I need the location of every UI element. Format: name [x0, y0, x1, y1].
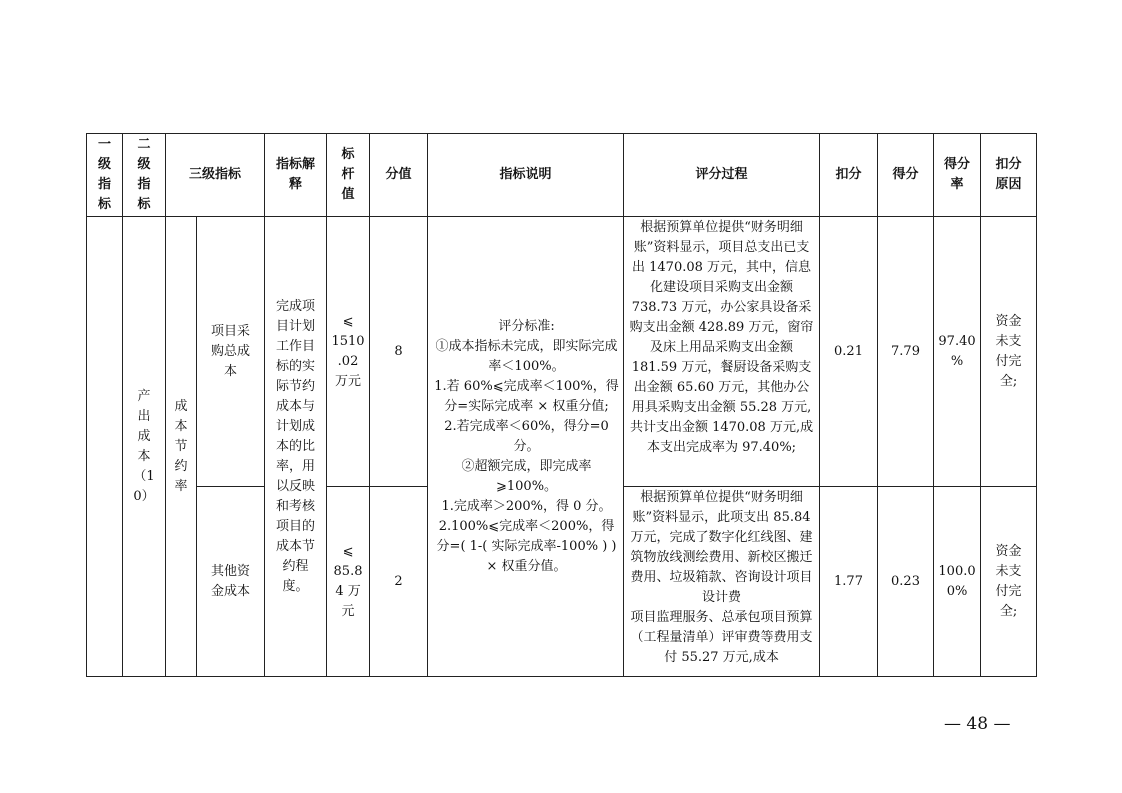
- header-row: [87, 134, 1037, 217]
- deduction-cell: 1.77: [820, 487, 878, 677]
- table-row: [87, 217, 1037, 487]
- process-cell: 根据预算单位提供“财务明细账”资料显示，项目总支出已支出 1470.08 万元，其中，信息化建设项目采购支出金额 738.73 万元，办公家具设备采购支出金额 428.89 万元，窗帘及床上用品采购支出金额 181.59 万元，餐厨设备采购支出金额 65.60 万元，其他办公用具采购支出金额 55.28 万元,共计支出金额 1470.08 万元,成本支出完成率为 97.40%;: [624, 217, 820, 487]
- header-description: 指标说明: [428, 134, 624, 217]
- score-value-cell: 8: [370, 217, 428, 487]
- header-deduction: 扣分: [820, 134, 878, 217]
- indicator-cell: 其他资 金成本: [197, 487, 265, 677]
- reason-cell: 资金 未支 付完 全;: [981, 487, 1037, 677]
- header-level3: 三级指标: [166, 134, 265, 217]
- indicator-cell: 项目采 购总成 本: [197, 217, 265, 487]
- header-explanation: 指标解 释: [265, 134, 327, 217]
- header-score-value: 分值: [370, 134, 428, 217]
- score-cell: 0.23: [878, 487, 934, 677]
- process-cell: 根据预算单位提供“财务明细账”资料显示，此项支出 85.84 万元，完成了数字化红线图、建筑物放线测绘费用、新校区搬迁费用、垃圾箱款、咨询设计项目设计费 项目监理服务、总承包项目预算（工程量清单）评审费等费用支付 55.27 万元,成本: [624, 487, 820, 677]
- level3-group-cell: 成 本 节 约 率: [166, 217, 197, 677]
- benchmark-cell: ⩽ 1510 .02 万元: [327, 217, 370, 487]
- score-value-cell: 2: [370, 487, 428, 677]
- header-score-rate: 得分 率: [934, 134, 981, 217]
- header-level1: 一 级 指 标: [87, 134, 123, 217]
- explanation-cell: 完成项 目计划 工作目 标的实 际节约 成本与 计划成 本的比 率，用 以反映 和考核 项目的 成本节 约程 度。: [265, 217, 327, 677]
- page-number: — 48 —: [944, 714, 1011, 734]
- reason-cell: 资金 未支 付完 全;: [981, 217, 1037, 487]
- score-rate-cell: 100.0 0%: [934, 487, 981, 677]
- score-rate-cell: 97.40 %: [934, 217, 981, 487]
- benchmark-cell: ⩽ 85.8 4 万 元: [327, 487, 370, 677]
- header-process: 评分过程: [624, 134, 820, 217]
- header-score: 得分: [878, 134, 934, 217]
- header-reason: 扣分 原因: [981, 134, 1037, 217]
- score-cell: 7.79: [878, 217, 934, 487]
- header-benchmark: 标 杆 值: [327, 134, 370, 217]
- deduction-cell: 0.21: [820, 217, 878, 487]
- header-level2: 二 级 指 标: [123, 134, 166, 217]
- level2-cell: 产 出 成 本 （1 0）: [123, 217, 166, 677]
- level1-cell: [87, 217, 123, 677]
- description-cell: 评分标准: ①成本指标未完成，即实际完成率＜100%。 1.若 60%⩽完成率＜100%，得分=实际完成率 × 权重分值; 2.若完成率＜60%，得分=0分。 ②超额完成，即完成率⩾100%。 1.完成率＞200%，得 0 分。 2.100%⩽完成率＜200%，得分=( 1-( 实际完成率-100% ) ) × 权重分值。: [428, 217, 624, 677]
- performance-evaluation-table: [86, 133, 1037, 677]
